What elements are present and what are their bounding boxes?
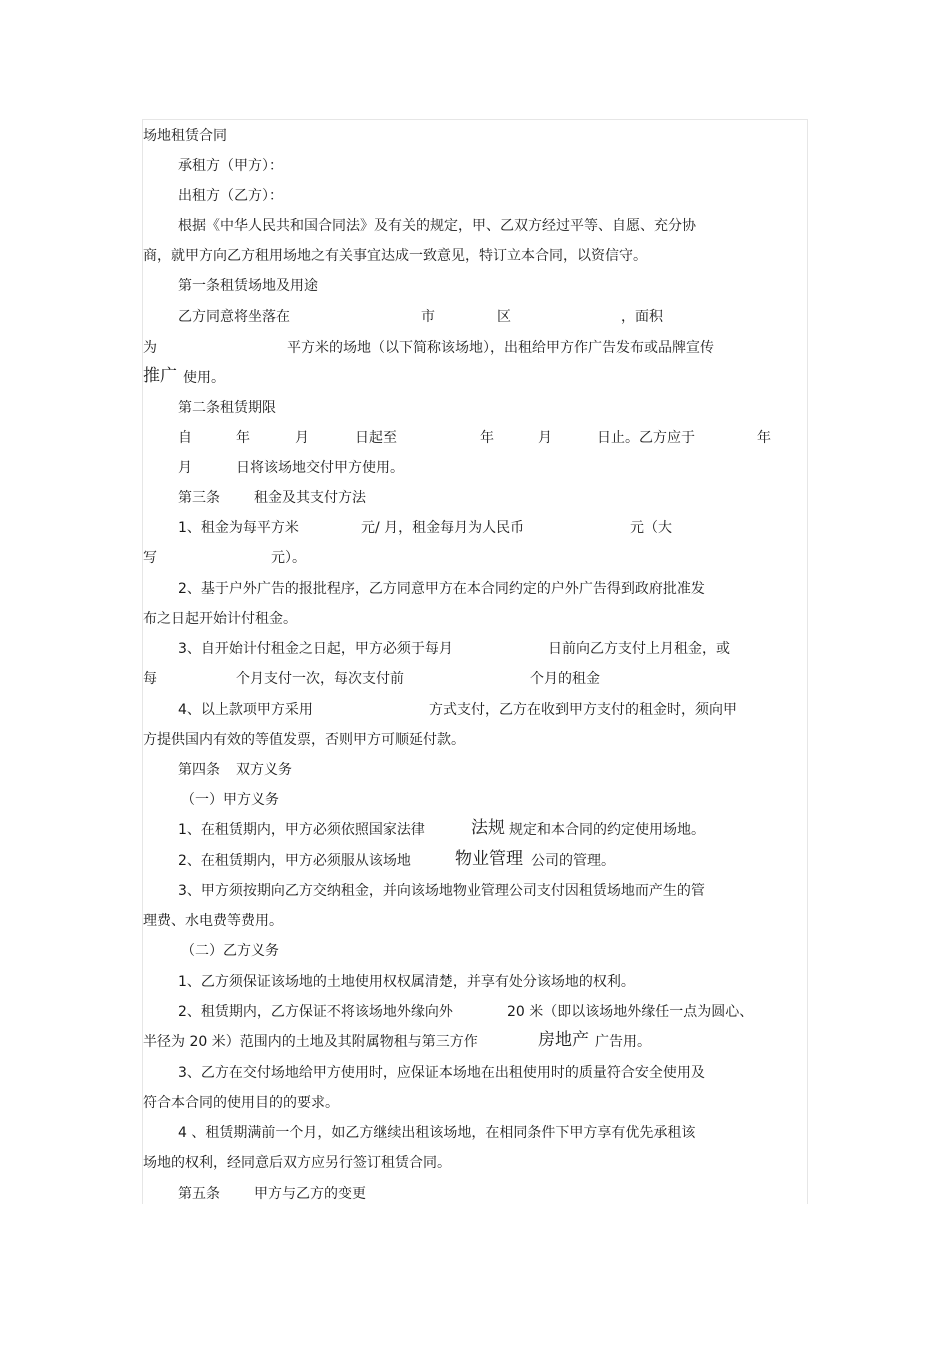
party-b-duty-4: 场地的权利，经同意后双方应另行签订租赁合同。: [143, 1155, 451, 1171]
article-2-text: 年: [480, 430, 494, 446]
article-1-text: 使用。: [183, 370, 225, 386]
article-2-text: 日止。乙方应于: [597, 430, 695, 446]
article-1-text-large: 推广: [143, 366, 177, 386]
article-3-title: 第三条: [178, 490, 220, 506]
article-3-clause-1: 元（大: [630, 520, 672, 536]
party-b-duty-2: 20 米（即以该场地外缘任一点为圆心、: [507, 1004, 754, 1020]
article-1-text: 市: [421, 309, 435, 325]
article-1-text: 乙方同意将坐落在: [178, 309, 290, 325]
party-b-duty-4: 4 、租赁期满前一个月，如乙方继续出租该场地，在相同条件下甲方享有优先承租该: [178, 1125, 696, 1141]
party-a-duties-title: （一）甲方义务: [181, 792, 279, 808]
article-3-title: 租金及其支付方法: [254, 490, 366, 506]
article-3-clause-1: 写: [143, 550, 157, 566]
article-2-text: 月: [538, 430, 552, 446]
article-5-title: 第五条: [178, 1186, 220, 1202]
article-2-text: 日起至: [355, 430, 397, 446]
intro-line-2: 商，就甲方向乙方租用场地之有关事宜达成一致意见，特订立本合同，以资信守。: [143, 248, 647, 264]
party-b-duty-1: 1、乙方须保证该场地的土地使用权权属清楚，并享有处分该场地的权利。: [178, 974, 635, 990]
article-3-clause-4: 4、以上款项甲方采用: [178, 702, 313, 718]
intro-line-1: 根据《中华人民共和国合同法》及有关的规定，甲、乙双方经过平等、自愿、充分协: [178, 218, 696, 234]
party-b-duty-3: 3、乙方在交付场地给甲方使用时，应保证本场地在出租使用时的质量符合安全使用及: [178, 1065, 705, 1081]
article-3-clause-1: 元/ 月，租金每月为人民币: [361, 520, 525, 536]
article-2-text: 年: [757, 430, 771, 446]
article-1-text: 为: [143, 340, 157, 356]
article-1-text: 平方米的场地（以下简称该场地），出租给甲方作广告发布或品牌宣传: [287, 340, 714, 356]
party-a-duty-3: 理费、水电费等费用。: [143, 913, 283, 929]
article-3-clause-3: 个月支付一次，每次支付前: [236, 671, 404, 687]
article-2-text: 日将该场地交付甲方使用。: [236, 460, 404, 476]
party-b-label: 出租方（乙方）：: [178, 188, 283, 204]
party-b-duty-2-large: 房地产: [538, 1030, 589, 1050]
article-1-text: 区: [497, 309, 511, 325]
party-a-duty-1: 规定和本合同的约定使用场地。: [509, 822, 705, 838]
party-b-duty-2: 2、租赁期内，乙方保证不将该场地外缘向外: [178, 1004, 453, 1020]
article-2-text: 年: [236, 430, 250, 446]
article-3-clause-3: 每: [143, 671, 157, 687]
party-b-duty-3: 符合本合同的使用目的的要求。: [143, 1095, 339, 1111]
party-a-duty-2: 2、在租赁期内，甲方必须服从该场地: [178, 853, 411, 869]
article-4-title: 双方义务: [236, 762, 292, 778]
party-a-duty-1-large: 法规: [471, 818, 505, 838]
article-3-clause-1: 1、租金为每平方米: [178, 520, 299, 536]
article-3-clause-1: 元）。: [271, 550, 306, 566]
article-1-text: ，面积: [621, 309, 663, 325]
article-3-clause-2: 布之日起开始计付租金。: [143, 611, 297, 627]
party-a-duty-3: 3、甲方须按期向乙方交纳租金，并向该场地物业管理公司支付因租赁场地而产生的管: [178, 883, 705, 899]
party-a-duty-1: 1、在租赁期内，甲方必须依照国家法律: [178, 822, 425, 838]
article-3-clause-3: 个月的租金: [530, 671, 600, 687]
article-2-title: 第二条租赁期限: [178, 400, 276, 416]
party-a-duty-2-large: 物业管理: [455, 849, 523, 869]
article-3-clause-4: 方式支付，乙方在收到甲方支付的租金时，须向甲: [429, 702, 737, 718]
article-2-text: 月: [295, 430, 309, 446]
article-3-clause-2: 2、基于户外广告的报批程序，乙方同意甲方在本合同约定的户外广告得到政府批准发: [178, 581, 705, 597]
party-b-duty-2: 广告用。: [595, 1034, 651, 1050]
article-2-text: 月: [178, 460, 192, 476]
document-title: 场地租赁合同: [143, 128, 227, 144]
party-a-duty-2: 公司的管理。: [531, 853, 615, 869]
article-3-clause-4: 方提供国内有效的等值发票，否则甲方可顺延付款。: [143, 732, 465, 748]
article-5-title: 甲方与乙方的变更: [254, 1186, 366, 1202]
article-1-title: 第一条租赁场地及用途: [178, 278, 318, 294]
article-4-title: 第四条: [178, 762, 220, 778]
party-b-duty-2: 半径为 20 米）范围内的土地及其附属物租与第三方作: [143, 1034, 478, 1050]
party-b-duties-title: （二）乙方义务: [181, 943, 279, 959]
article-3-clause-3: 3、自开始计付租金之日起，甲方必须于每月: [178, 641, 453, 657]
article-3-clause-3: 日前向乙方支付上月租金，或: [548, 641, 730, 657]
party-a-label: 承租方（甲方）：: [178, 158, 283, 174]
article-2-text: 自: [178, 430, 192, 446]
